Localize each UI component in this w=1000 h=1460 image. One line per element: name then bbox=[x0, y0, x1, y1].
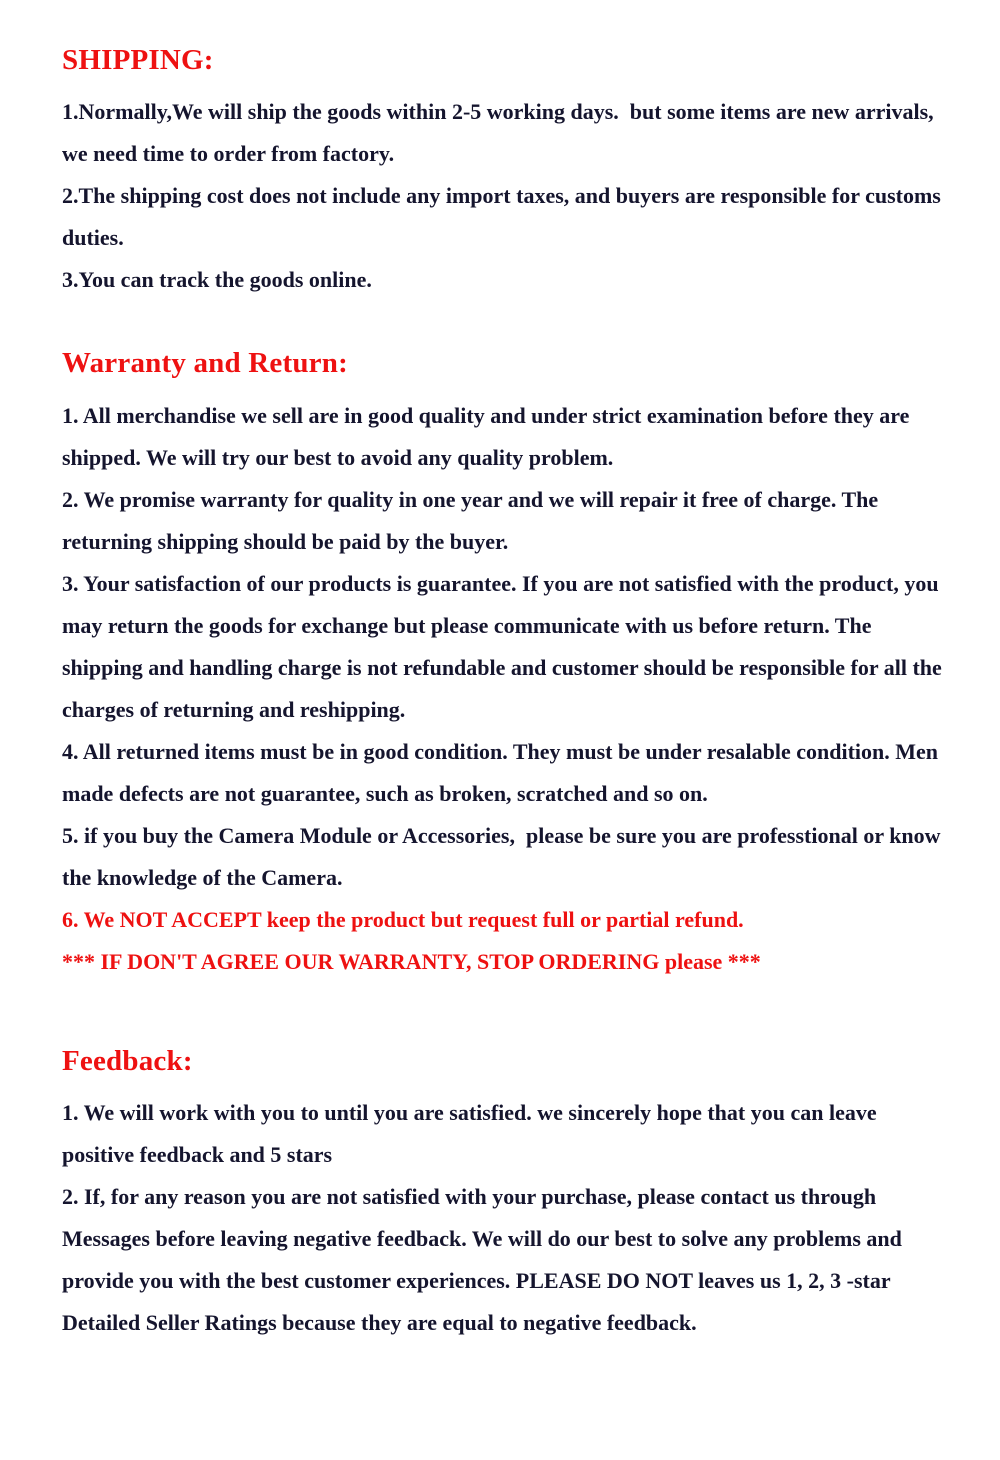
feedback-heading: Feedback: bbox=[62, 1044, 193, 1077]
warranty-paragraph-2: 2. We promise warranty for quality in one year and we will repair it free of charge. The returning shipping should be paid by the buyer. bbox=[62, 486, 884, 554]
shipping-paragraph-1: 1.Normally,We will ship the goods within 2-5 working days. but some items are new arrivals, we need time to order from factory. bbox=[62, 99, 940, 167]
shipping-heading: SHIPPING: bbox=[62, 44, 214, 76]
feedback-paragraph-1: 1. We will work with you to until you are satisfied. we sincerely hope that you can leave positive feedback and 5 stars bbox=[62, 1100, 883, 1168]
warranty-stop-ordering-warning: *** IF DON'T AGREE OUR WARRANTY, STOP ORDERING please *** bbox=[62, 948, 761, 974]
warranty-paragraph-6-no-refund-warning: 6. We NOT ACCEPT keep the product but request full or partial refund. bbox=[62, 906, 744, 932]
warranty-paragraph-1: 1. All merchandise we sell are in good quality and under strict examination before they are shipped. We will try our best to avoid any quality problem. bbox=[62, 402, 915, 470]
shipping-paragraph-3: 3.You can track the goods online. bbox=[62, 267, 372, 293]
shipping-paragraph-2: 2.The shipping cost does not include any import taxes, and buyers are responsible for customs duties. bbox=[62, 183, 947, 251]
warranty-heading: Warranty and Return: bbox=[62, 347, 348, 380]
warranty-section bbox=[62, 347, 948, 982]
shipping-section bbox=[62, 44, 947, 301]
warranty-paragraph-4: 4. All returned items must be in good condition. They must be under resalable condition. Men made defects are not guarantee, such as broken, scratched and so on. bbox=[62, 738, 944, 806]
warranty-paragraph-3: 3. Your satisfaction of our products is guarantee. If you are not satisfied with the product, you may return the goods for exchange but please communicate with us before return. The shipping and handling charge is not refundable and customer should be responsible for all the charges of returning and reshipping. bbox=[62, 570, 948, 722]
feedback-paragraph-2: 2. If, for any reason you are not satisfied with your purchase, please contact us through Messages before leaving negative feedback. We will do our best to solve any problems and provide you with the best customer experiences. PLEASE DO NOT leaves us 1, 2, 3 -star Detailed Seller Ratings because they are equal to negative feedback. bbox=[62, 1184, 908, 1336]
feedback-section bbox=[62, 1045, 944, 1344]
warranty-paragraph-5: 5. if you buy the Camera Module or Accessories, please be sure you are professtional or know the knowledge of the Camera. bbox=[62, 822, 947, 890]
